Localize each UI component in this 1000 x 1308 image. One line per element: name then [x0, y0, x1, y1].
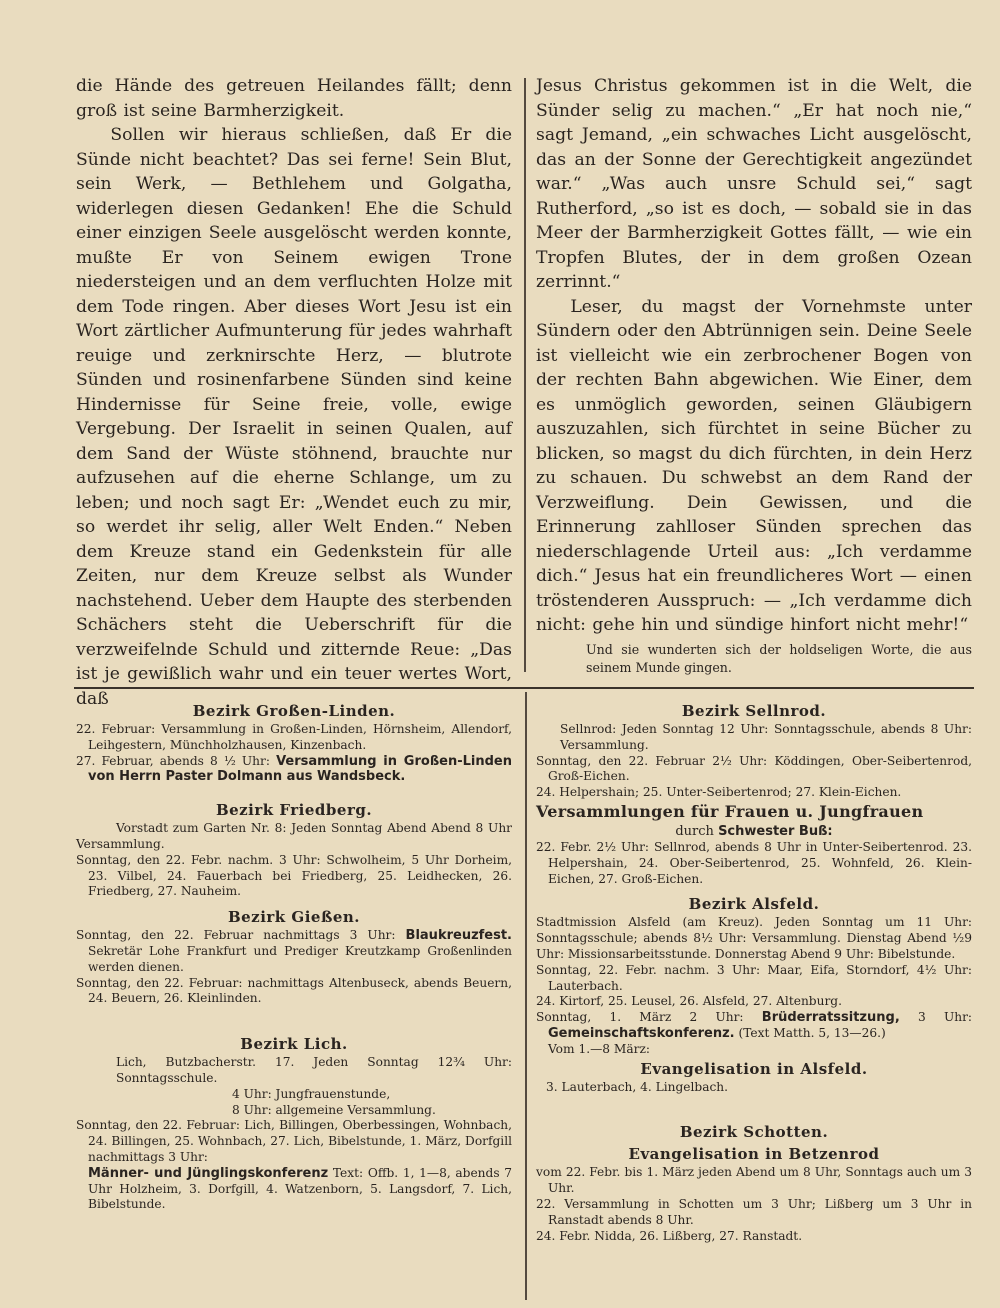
- schedule-time: 3 Uhr:: [918, 1010, 973, 1025]
- article-right-column: [536, 74, 972, 677]
- district-friedberg: [76, 799, 512, 900]
- schedule-line: Lich, Butzbacherstr. 17. Jeden Sonntag 12¾ Uhr: Sonntagsschule.: [116, 1055, 512, 1085]
- announcements-left: [76, 700, 512, 1213]
- schedule-line: Sellnrod: Jeden Sonntag 12 Uhr: Sonntagsschule, abends 8 Uhr: Versammlung.: [560, 722, 972, 752]
- schedule-line: Vom 1.—8 März:: [548, 1041, 650, 1056]
- schedule-line: Sonntag, 22. Febr. nachm. 3 Uhr: Maar, Eifa, Storndorf, 4½ Uhr: Lauterbach.: [536, 962, 972, 993]
- district-sellnrod: [536, 700, 972, 801]
- district-title: Bezirk Sellnrod.: [681, 702, 827, 720]
- section-subtitle: [536, 823, 972, 840]
- article-paragraph: die Hände des getreuen Heilandes fällt; denn groß ist seine Barmherzigkeit.: [76, 76, 512, 121]
- district-title: Bezirk Gießen.: [227, 908, 361, 927]
- district-title: Bezirk Schotten.: [679, 1123, 829, 1142]
- schedule-line: 8 Uhr: allgemeine Versammlung.: [232, 1102, 436, 1117]
- schedule-line: vom 22. Febr. bis 1. März jeden Abend um 8 Uhr, Sonntags auch um 3 Uhr.: [536, 1165, 972, 1196]
- schedule-line: [76, 754, 512, 786]
- district-title: Bezirk Alsfeld.: [688, 895, 820, 914]
- speaker-name: Schwester Buß:: [718, 823, 833, 839]
- schedule-line: 24. Febr. Nidda, 26. Lißberg, 27. Ranstadt.: [536, 1228, 803, 1243]
- district-grossen-linden: [76, 700, 512, 785]
- schedule-line: 22. Versammlung in Schotten um 3 Uhr; Lißberg um 3 Uhr in Ranstadt abends 8 Uhr.: [536, 1196, 972, 1227]
- section-divider: [74, 687, 974, 689]
- schedule-line: 4 Uhr: Jungfrauenstunde,: [232, 1086, 391, 1101]
- event-title: Evangelisation in Alsfeld.: [640, 1059, 868, 1078]
- event-highlight: Gemeinschaftskonferenz.: [548, 1025, 735, 1041]
- schedule-time: Sonntag, den 22. Februar nachmittags 3 Uhr:: [76, 928, 396, 943]
- article-paragraph: Jesus Christus gekommen ist in die Welt, die Sünder selig zu machen.“ „Er hat noch nie,“ sagt Jemand, „ein schwaches Licht ausgelöscht, das an der Sonne der Gerechtigkeit angezündet war.“ „Was auch unsre Schuld sei,“ sagt Rutherford, „so ist es doch, — sobald sie in das Meer der Barmherzigkeit Gottes fällt, — wie ein Tropfen Blutes, der in dem großen Ozean zerrinnt.“: [536, 76, 972, 292]
- announcements-right: [536, 700, 972, 1244]
- schedule-line: [76, 1166, 512, 1213]
- schedule-detail: Text: Offb. 1, 1—8, abends 7 Uhr Holzheim, 3. Dorfgill, 4. Watzenborn, 5. Langsdorf, 7. Lich, Bibelstunde.: [88, 1165, 513, 1212]
- schedule-detail: Sekretär Lohe Frankfurt und Prediger Kreutzkamp Großenlinden werden dienen.: [88, 943, 512, 974]
- schedule-line: 24. Kirtorf, 25. Leusel, 26. Alsfeld, 27. Altenburg.: [536, 994, 842, 1009]
- schedule-line: [76, 928, 512, 975]
- district-lich: [76, 1033, 512, 1213]
- district-title: Bezirk Großen-Linden.: [192, 702, 396, 720]
- schedule-line: Sonntag, den 22. Februar: nachmittags Altenbuseck, abends Beuern, 24. Beuern, 26. Kleinlinden.: [76, 975, 512, 1006]
- schedule-time: 27. Februar, abends 8 ½ Uhr:: [76, 753, 270, 768]
- district-schotten: [536, 1121, 972, 1244]
- schedule-detail: (Text Matth. 5, 13—26.): [738, 1025, 886, 1040]
- schedule-time: Sonntag, 1. März 2 Uhr:: [536, 1010, 744, 1025]
- event-highlight: Versammlung in Großen-Linden von Herrn Paster Dolmann aus Wandsbeck.: [88, 753, 513, 785]
- women-meetings: [536, 801, 972, 887]
- schedule-line: Sonntag, den 22. Februar: Lich, Billingen, Oberbessingen, Wohnbach, 24. Billingen, 25. Wohnbach, 27. Lich, Bibelstunde, 1. März, Dorfgill nachmittags 3 Uhr:: [76, 1118, 512, 1164]
- schedule-line: 3. Lauterbach, 4. Lingelbach.: [546, 1079, 729, 1094]
- event-highlight: Blaukreuzfest.: [405, 928, 512, 944]
- district-giessen: [76, 906, 512, 1007]
- schedule-line: 22. Februar: Versammlung in Großen-Linden, Hörnsheim, Allendorf, Leihgestern, Münchholzhausen, Kinzenbach.: [76, 722, 512, 752]
- schedule-line: 24. Helpershain; 25. Unter-Seibertenrod; 27. Klein-Eichen.: [536, 785, 902, 800]
- column-divider: [524, 78, 526, 672]
- article-paragraph: Leser, du magst der Vornehmste unter Sündern oder den Abtrünnigen sein. Deine Seele ist vielleicht wie ein zerbrochener Bogen von der rechten Bahn abgewichen. Wie Einer, dem es unmöglich geworden, seinen Gläubigern auszuzahlen, sich fürchtet in seine Bücher zu blicken, so magst du dich fürchten, in dein Herz zu schauen. Du schwebst an dem Rand der Verzweiflung. Dein Gewissen, und die Erinnerung zahlloser Sünden sprechen das niederschlagende Urteil aus: „Ich verdamme dich.“ Jesus hat ein freundlicheres Wort — einen tröstenderen Ausspruch: — „Ich verdamme dich nicht: gehe hin und sündige hinfort nicht mehr!“: [536, 296, 972, 635]
- column-divider: [525, 692, 527, 1300]
- event-title: Evangelisation in Betzenrod: [628, 1145, 880, 1164]
- schedule-line: Sonntag, den 22. Februar 2½ Uhr: Köddingen, Ober-Seibertenrod, Groß-Eichen.: [536, 753, 972, 784]
- section-title: Versammlungen für Frauen u. Jungfrauen: [536, 801, 924, 821]
- article-left-column: [76, 74, 512, 711]
- event-highlight: Brüderratssitzung,: [761, 1010, 900, 1026]
- subtitle-text: durch: [675, 823, 714, 839]
- event-highlight: Männer- und Jünglingskonferenz: [88, 1165, 329, 1181]
- district-alsfeld: [536, 893, 972, 1095]
- scripture-note: Und sie wunderten sich der holdseligen Worte, die aus seinem Munde gingen.: [586, 641, 972, 675]
- schedule-line: [536, 1010, 972, 1042]
- article-paragraph: Sollen wir hieraus schließen, daß Er die Sünde nicht beachtet? Das sei ferne! Sein Blut, sein Werk, — Bethlehem und Golgatha, widerlegen diesen Gedanken! Ehe die Schuld einer einzigen Seele ausgelöscht werden konnte, mußte Er von Seinem ewigen Trone niedersteigen und an dem verfluchten Holze mit dem Tode ringen. Aber dieses Wort Jesu ist ein Wort zärtlicher Aufmunterung für jedes wahrhaft reuige und zerknirschte Herz, — blutrote Sünden und rosinenfarbene Sünden sind keine Hindernisse für Seine freie, volle, ewige Vergebung. Der Israelit in seinen Qualen, auf dem Sand der Wüste stöhnend, brauchte nur aufzusehen auf die eherne Schlange, um zu leben; und noch sagt Er: „Wendet euch zu mir, so werdet ihr selig, aller Welt Enden.“ Neben dem Kreuze stand ein Gedenkstein für alle Zeiten, nur dem Kreuze selbst als Wunder nachstehend. Ueber dem Haupte des sterbenden Schächers steht die Ueberschrift für die verzweifelnde Schuld und zitternde Reue: „Das ist je gewißlich wahr und ein teuer wertes Wort, daß: [76, 125, 512, 709]
- schedule-line: 22. Febr. 2½ Uhr: Sellnrod, abends 8 Uhr in Unter-Seibertenrod. 23. Helpershain, 24. Ober-Seibertenrod, 25. Wohnfeld, 26. Klein-Eichen, 27. Groß-Eichen.: [536, 839, 972, 886]
- district-title: Bezirk Friedberg.: [215, 801, 373, 820]
- district-title: Bezirk Lich.: [240, 1035, 348, 1054]
- schedule-line: Sonntag, den 22. Febr. nachm. 3 Uhr: Schwolheim, 5 Uhr Dorheim, 23. Vilbel, 24. Fauerbach bei Friedberg, 25. Leidhecken, 26. Friedberg, 27. Nauheim.: [76, 852, 512, 899]
- schedule-line: Stadtmission Alsfeld (am Kreuz). Jeden Sonntag um 11 Uhr: Sonntagsschule; abends 8½ Uhr: Versammlung. Dienstag Abend ½9 Uhr: Missionsarbeitsstunde. Donnerstag Abend 9 Uhr: Bibelstunde.: [536, 915, 972, 961]
- schedule-line: Vorstadt zum Garten Nr. 8: Jeden Sonntag Abend Abend 8 Uhr Versammlung.: [76, 821, 512, 851]
